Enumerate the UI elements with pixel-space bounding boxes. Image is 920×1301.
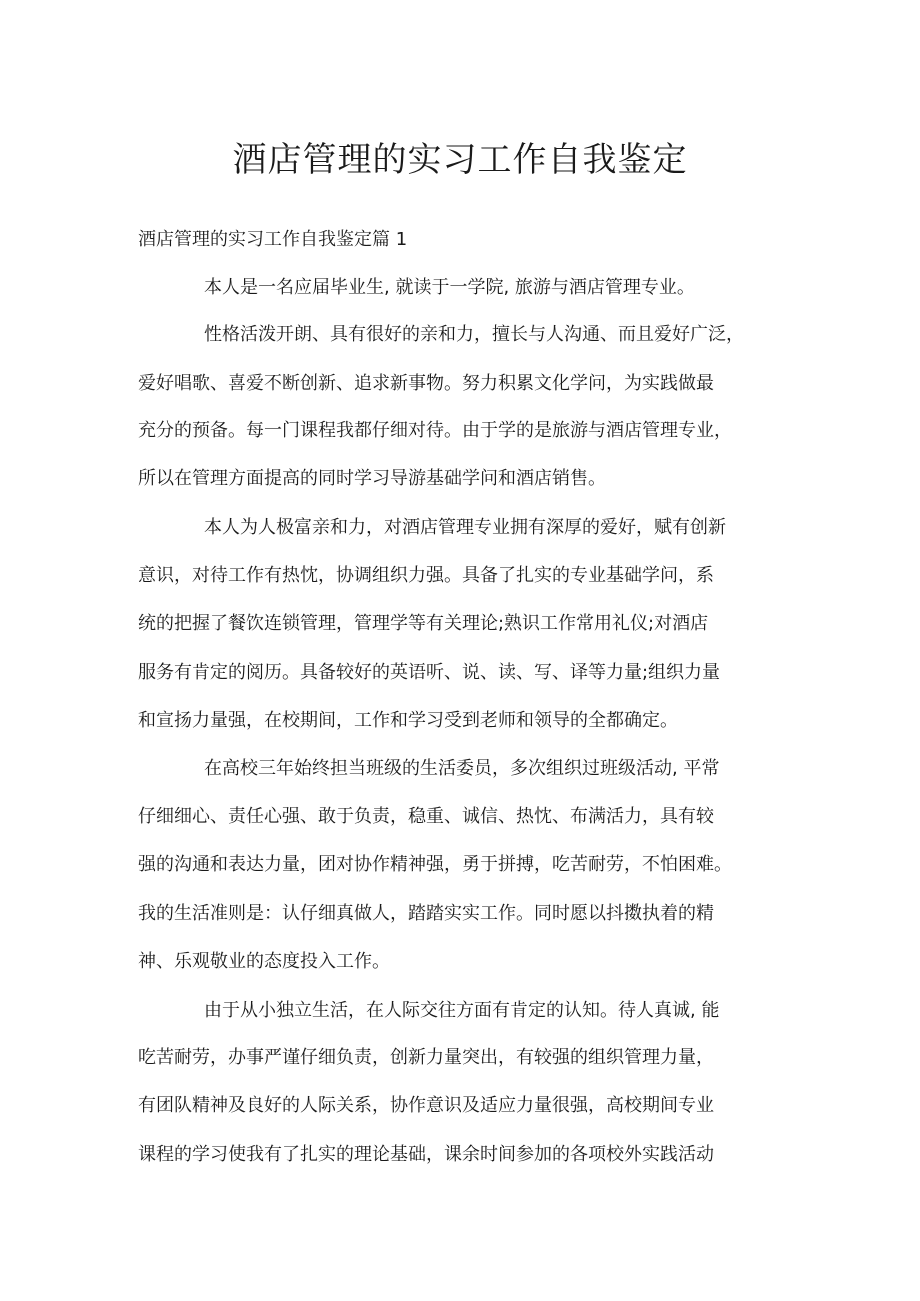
paragraph-line: 吃苦耐劳，办事严谨仔细负责，创新力量突出，有较强的组织管理力量，: [138, 1047, 714, 1068]
paragraph-line: 和宣扬力量强，在校期间，工作和学习受到老师和领导的全都确定。: [138, 710, 678, 731]
paragraph-line: 性格活泼开朗、具有很好的亲和力，擅长与人沟通、而且爱好广泛，: [204, 324, 744, 345]
paragraph-line: 统的把握了餐饮连锁管理，管理学等有关理论;熟识工作常用礼仪;对酒店: [138, 613, 709, 634]
section-heading: 酒店管理的实习工作自我鉴定篇 1: [138, 229, 408, 250]
paragraph-line: 本人为人极富亲和力，对酒店管理专业拥有深厚的爱好，赋有创新: [204, 517, 726, 538]
paragraph-line: 我的生活准则是：认仔细真做人，踏踏实实工作。同时愿以抖擞执着的精: [138, 903, 714, 924]
paragraph-line: 爱好唱歌、喜爱不断创新、追求新事物。努力积累文化学问，为实践做最: [138, 373, 714, 394]
paragraph-line: 所以在管理方面提高的同时学习导游基础学问和酒店销售。: [138, 468, 606, 489]
paragraph-line: 在高校三年始终担当班级的生活委员，多次组织过班级活动, 平常: [204, 758, 720, 779]
paragraph-line: 强的沟通和表达力量，团对协作精神强，勇于拼搏，吃苦耐劳，不怕困难。: [138, 854, 732, 875]
paragraph-line: 意识，对待工作有热忱，协调组织力强。具备了扎实的专业基础学问，系: [138, 565, 714, 586]
paragraph-line: 充分的预备。每一门课程我都仔细对待。由于学的是旅游与酒店管理专业，: [138, 420, 732, 441]
document-title: 酒店管理的实习工作自我鉴定: [232, 140, 688, 180]
paragraph-line: 由于从小独立生活，在人际交往方面有肯定的认知。待人真诚, 能: [204, 1000, 720, 1021]
paragraph-line: 本人是一名应届毕业生, 就读于一学院, 旅游与酒店管理专业。: [204, 277, 695, 298]
paragraph-line: 神、乐观敬业的态度投入工作。: [138, 951, 390, 972]
paragraph-line: 服务有肯定的阅历。具备较好的英语听、说、读、写、译等力量;组织力量: [138, 662, 721, 683]
paragraph-line: 课程的学习使我有了扎实的理论基础，课余时间参加的各项校外实践活动: [138, 1144, 714, 1165]
paragraph-line: 仔细细心、责任心强、敢于负责，稳重、诚信、热忱、布满活力，具有较: [138, 806, 714, 827]
paragraph-line: 有团队精神及良好的人际关系，协作意识及适应力量很强，高校期间专业: [138, 1095, 714, 1116]
